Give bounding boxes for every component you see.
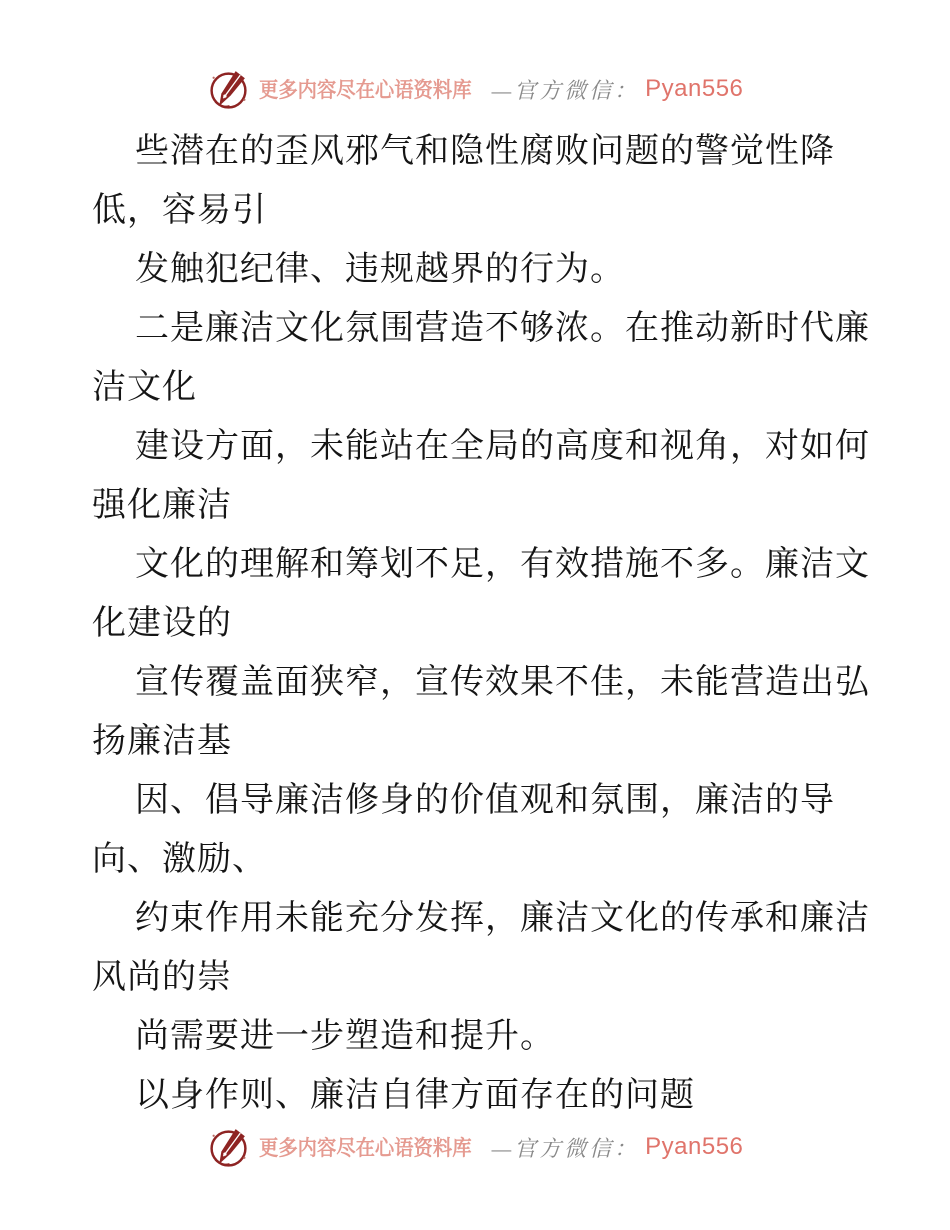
watermark-footer (0, 1124, 950, 1170)
watermark-wechat-id: Pyan556 (645, 1133, 744, 1160)
text-line: 洁文化 (92, 369, 197, 406)
watermark-brand-text: 更多内容尽在心语资料库 (258, 78, 472, 102)
text-line: 尚需要进一步塑造和提升。 (135, 1018, 555, 1055)
text-line: 低，容易引 (92, 192, 267, 229)
text-line: 二是廉洁文化氛围营造不够浓。在推动新时代廉 (135, 310, 870, 347)
text-line: 因、倡导廉洁修身的价值观和氛围，廉洁的导 (135, 782, 835, 819)
text-line: 文化的理解和筹划不足，有效措施不多。廉洁文 (135, 546, 870, 583)
document-body (92, 122, 870, 1125)
watermark-header (0, 66, 950, 112)
text-line: 扬廉洁基 (92, 723, 232, 760)
text-line: 以身作则、廉洁自律方面存在的问题 (135, 1077, 695, 1114)
text-line: 强化廉洁 (92, 487, 232, 524)
pen-nib-circle-icon (207, 1126, 250, 1169)
text-line: 向、激励、 (92, 841, 267, 878)
text-line: 化建设的 (92, 605, 232, 642)
text-line: 些潜在的歪风邪气和隐性腐败问题的警觉性降 (135, 133, 835, 170)
text-line: 约束作用未能充分发挥，廉洁文化的传承和廉洁 (135, 900, 870, 937)
text-line: 建设方面，未能站在全局的高度和视角，对如何 (135, 428, 870, 465)
watermark-channel-text: —官方微信： (491, 77, 640, 103)
watermark-channel-text: —官方微信： (491, 1135, 640, 1161)
text-line: 宣传覆盖面狭窄，宣传效果不佳，未能营造出弘 (135, 664, 870, 701)
text-line: 发触犯纪律、违规越界的行为。 (135, 251, 625, 288)
pen-nib-circle-icon (207, 68, 250, 111)
text-line: 风尚的崇 (92, 959, 232, 996)
watermark-wechat-id: Pyan556 (645, 75, 744, 102)
watermark-brand-text: 更多内容尽在心语资料库 (258, 1136, 472, 1160)
